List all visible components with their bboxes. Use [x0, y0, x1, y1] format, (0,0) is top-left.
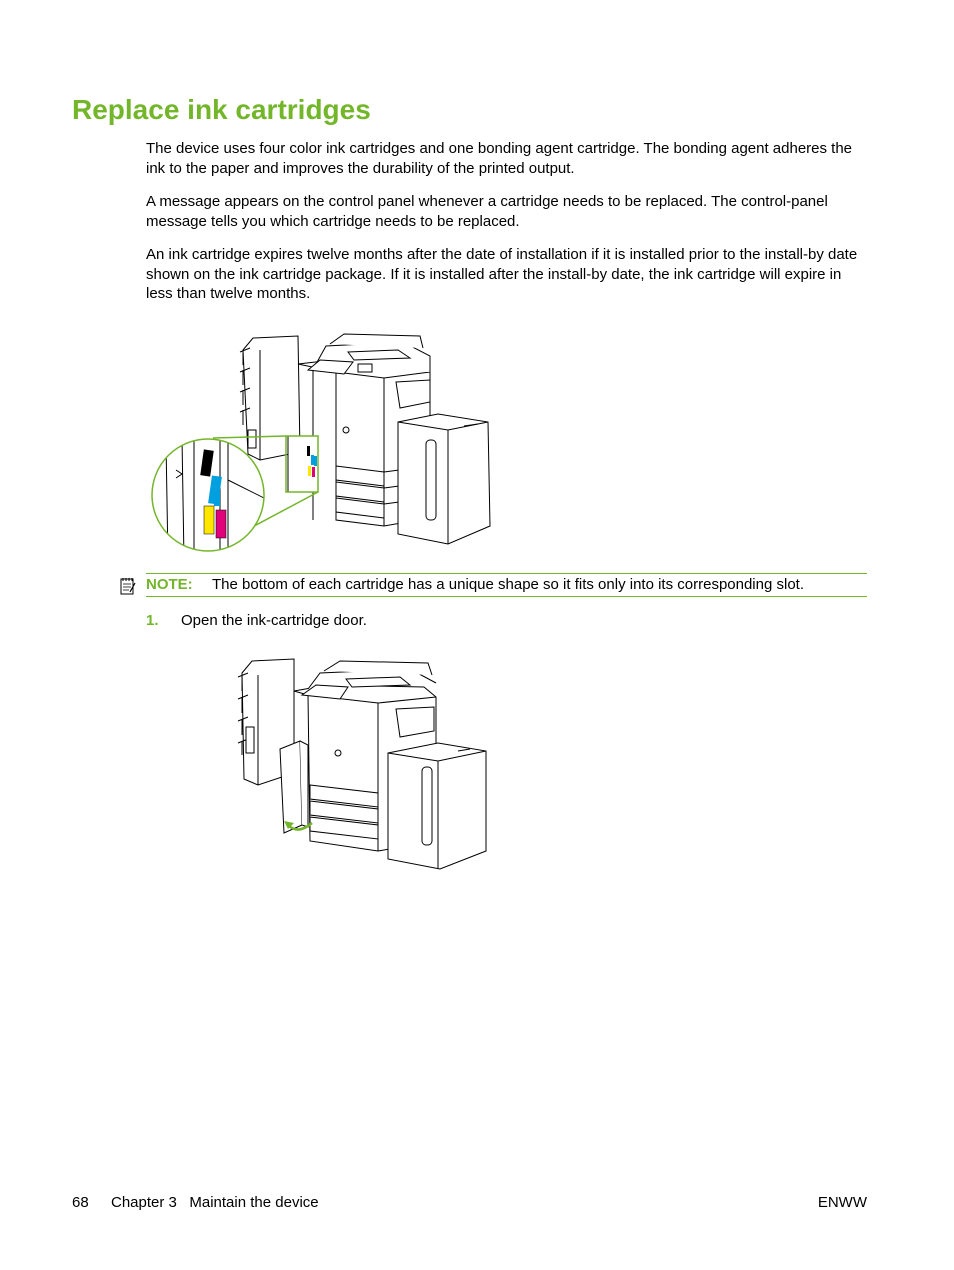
open-cartridge-door-illustration — [228, 655, 490, 877]
page-number: 68 — [72, 1194, 89, 1211]
intro-paragraph: The device uses four color ink cartridges and one bonding agent cartridge. The bonding agent adheres the ink to the paper and improves the durability of the printed output. — [146, 140, 853, 177]
note-text: The bottom of each cartridge has a unique shape so it fits only into its corresponding slot. — [212, 576, 805, 593]
page-title: Replace ink cartridges — [72, 94, 371, 125]
note-pad-icon — [120, 577, 136, 595]
footer-chapter: Chapter 3 Maintain the device — [111, 1194, 319, 1211]
device-cartridge-illustration — [148, 330, 494, 552]
step-text: Open the ink-cartridge door. — [181, 612, 367, 629]
step-number: 1. — [146, 612, 159, 629]
note-label: NOTE: — [146, 576, 193, 593]
control-panel-paragraph: A message appears on the control panel whenever a cartridge needs to be replaced. The control-panel message tells you which cartridge needs to be replaced. — [146, 193, 828, 230]
footer-right: ENWW — [817, 1194, 867, 1211]
expiration-paragraph: An ink cartridge expires twelve months after the date of installation if it is installed prior to the install-by date shown on the ink cartridge package. If it is installed after the install-by date, the ink cartridge will expire in less than twelve months. — [146, 246, 858, 302]
